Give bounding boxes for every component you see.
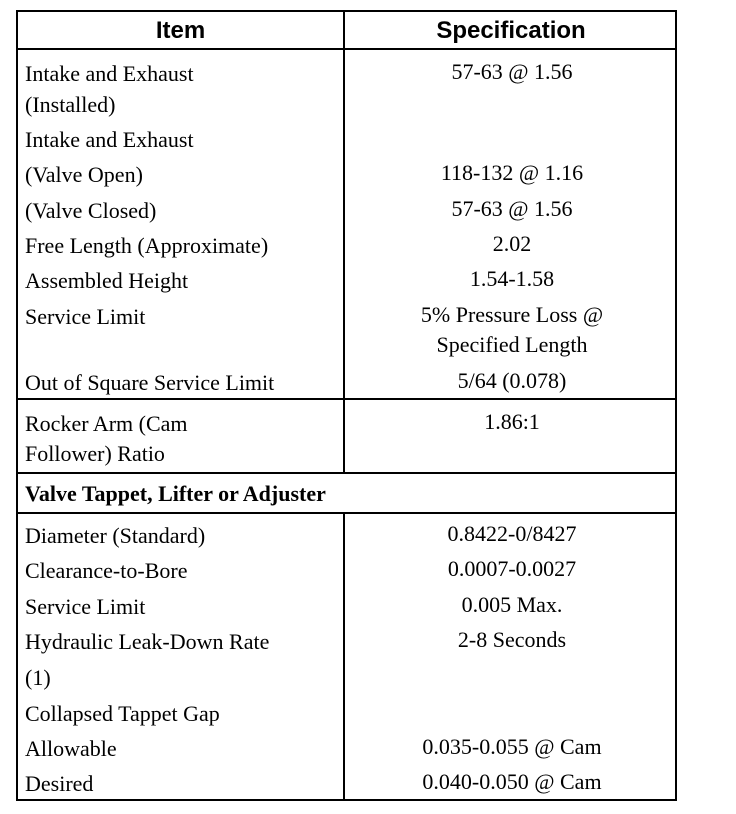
table-cell: 118-132 @ 1.16 <box>440 160 584 185</box>
table-cell: 0.040-0.050 @ Cam <box>422 769 602 794</box>
table-cell: (1) <box>25 665 51 690</box>
table-header-row <box>18 12 675 50</box>
table-cell: 1.86:1 <box>484 409 540 434</box>
item-column-header: Item <box>155 17 206 44</box>
table-cell: Intake and Exhaust <box>25 127 194 152</box>
section-title: Valve Tappet, Lifter or Adjuster <box>25 481 326 506</box>
table-cell: Service Limit <box>25 304 146 329</box>
table-cell: (Installed) <box>25 92 116 117</box>
table-cell: Free Length (Approximate) <box>25 233 269 258</box>
table-cell: 1.54-1.58 <box>469 266 555 291</box>
section-divider-2 <box>18 472 675 474</box>
table-cell: 2-8 Seconds <box>457 627 567 652</box>
table-cell: Out of Square Service Limit <box>25 370 275 395</box>
specification-column-header: Specification <box>436 17 586 44</box>
table-cell: Desired <box>25 771 94 796</box>
section-divider-1 <box>18 398 675 400</box>
table-cell: Specified Length <box>436 332 588 357</box>
table-cell: (Valve Open) <box>25 162 143 187</box>
table-cell: Intake and Exhaust <box>25 61 194 86</box>
table-cell: Follower) Ratio <box>25 441 165 466</box>
table-cell: (Valve Closed) <box>25 198 157 223</box>
table-cell: Clearance-to-Bore <box>25 558 188 583</box>
table-cell: 0.8422-0/8427 <box>447 521 577 546</box>
table-cell: 57-63 @ 1.56 <box>451 196 573 221</box>
table-cell: Rocker Arm (Cam <box>25 411 188 436</box>
table-cell: Assembled Height <box>25 268 189 293</box>
table-cell: Diameter (Standard) <box>25 523 206 548</box>
table-cell: 2.02 <box>492 231 532 256</box>
table-cell: Service Limit <box>25 594 146 619</box>
table-cell: 0.0007-0.0027 <box>447 556 577 581</box>
table-cell: Allowable <box>25 736 117 761</box>
table-cell: 0.005 Max. <box>461 592 563 617</box>
table-cell: Hydraulic Leak-Down Rate <box>25 629 270 654</box>
table-cell: Collapsed Tappet Gap <box>25 701 220 726</box>
spec-table <box>16 10 677 801</box>
table-cell: 5/64 (0.078) <box>457 368 567 393</box>
section-divider-3 <box>18 512 675 514</box>
table-cell: 0.035-0.055 @ Cam <box>422 734 602 759</box>
table-cell: 57-63 @ 1.56 <box>451 59 573 84</box>
table-cell: 5% Pressure Loss @ <box>420 302 604 327</box>
